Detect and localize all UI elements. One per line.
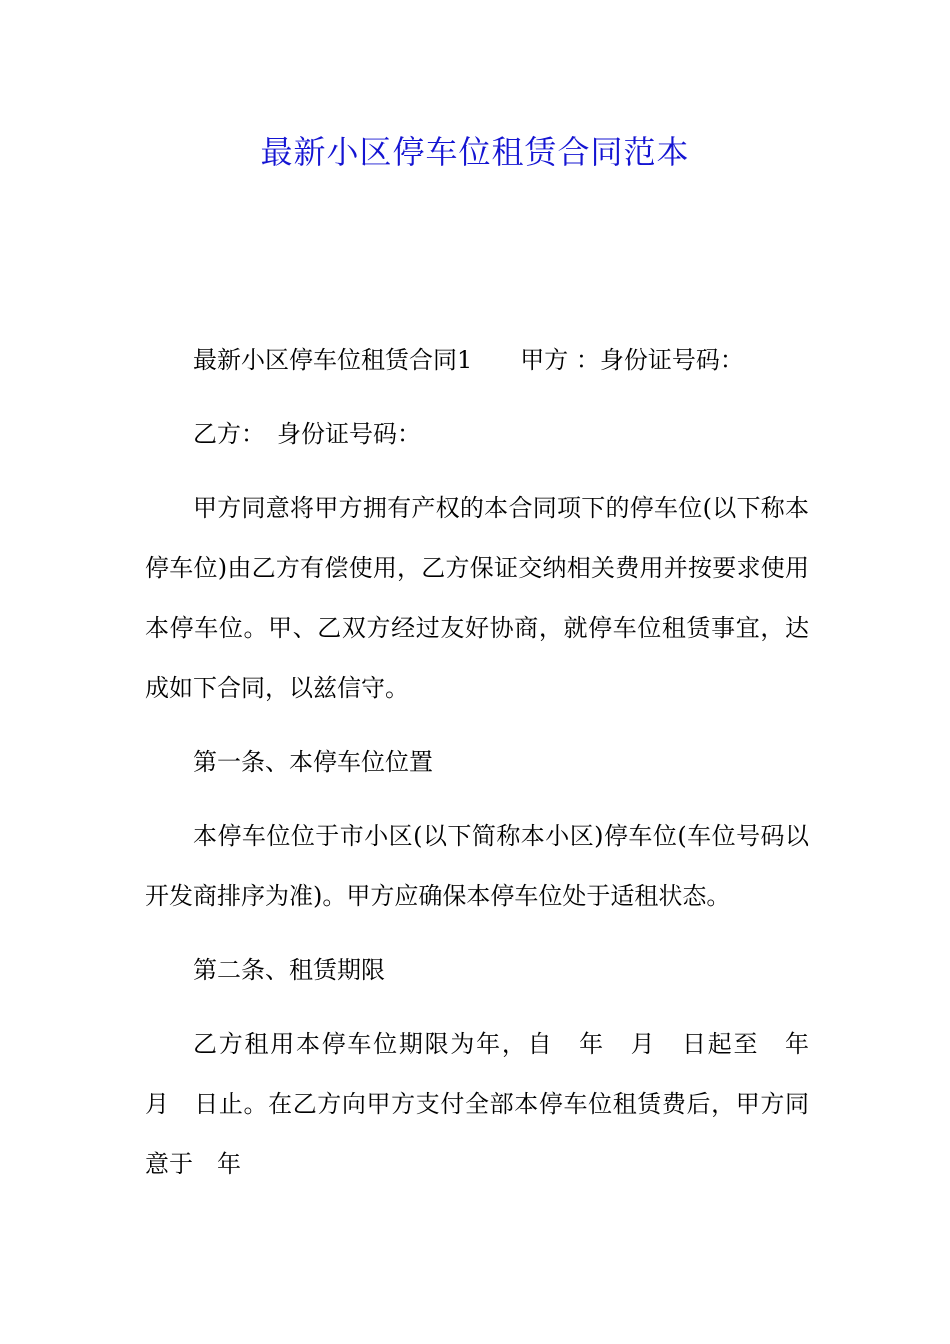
article-2-heading: 第二条、租赁期限 xyxy=(193,956,385,984)
article-1-paragraph: 本停车位位于市小区(以下简称本小区)停车位(车位号码以开发商排序为准)。甲方应确保本停车位处于适租状态。 xyxy=(145,822,809,910)
article-1-heading: 第一条、本停车位位置 xyxy=(193,748,433,776)
party-a-line: 最新小区停车位租赁合同1 甲方 ：身份证号码： xyxy=(193,346,744,374)
document-title: 最新小区停车位租赁合同范本 xyxy=(260,133,690,171)
party-b-line: 乙方： 身份证号码： xyxy=(193,420,421,448)
preamble-paragraph: 甲方同意将甲方拥有产权的本合同项下的停车位(以下称本停车位)由乙方有偿使用，乙方保证交纳相关费用并按要求使用本停车位。甲、乙双方经过友好协商，就停车位租赁事宜，达成如下合同，以兹信守。 xyxy=(145,494,809,702)
article-2-paragraph: 乙方租用本停车位期限为年，自 年 月 日起至 年 月 日止。在乙方向甲方支付全部本停车位租赁费后，甲方同意于 年 xyxy=(145,1030,833,1178)
document-body xyxy=(145,330,833,1194)
